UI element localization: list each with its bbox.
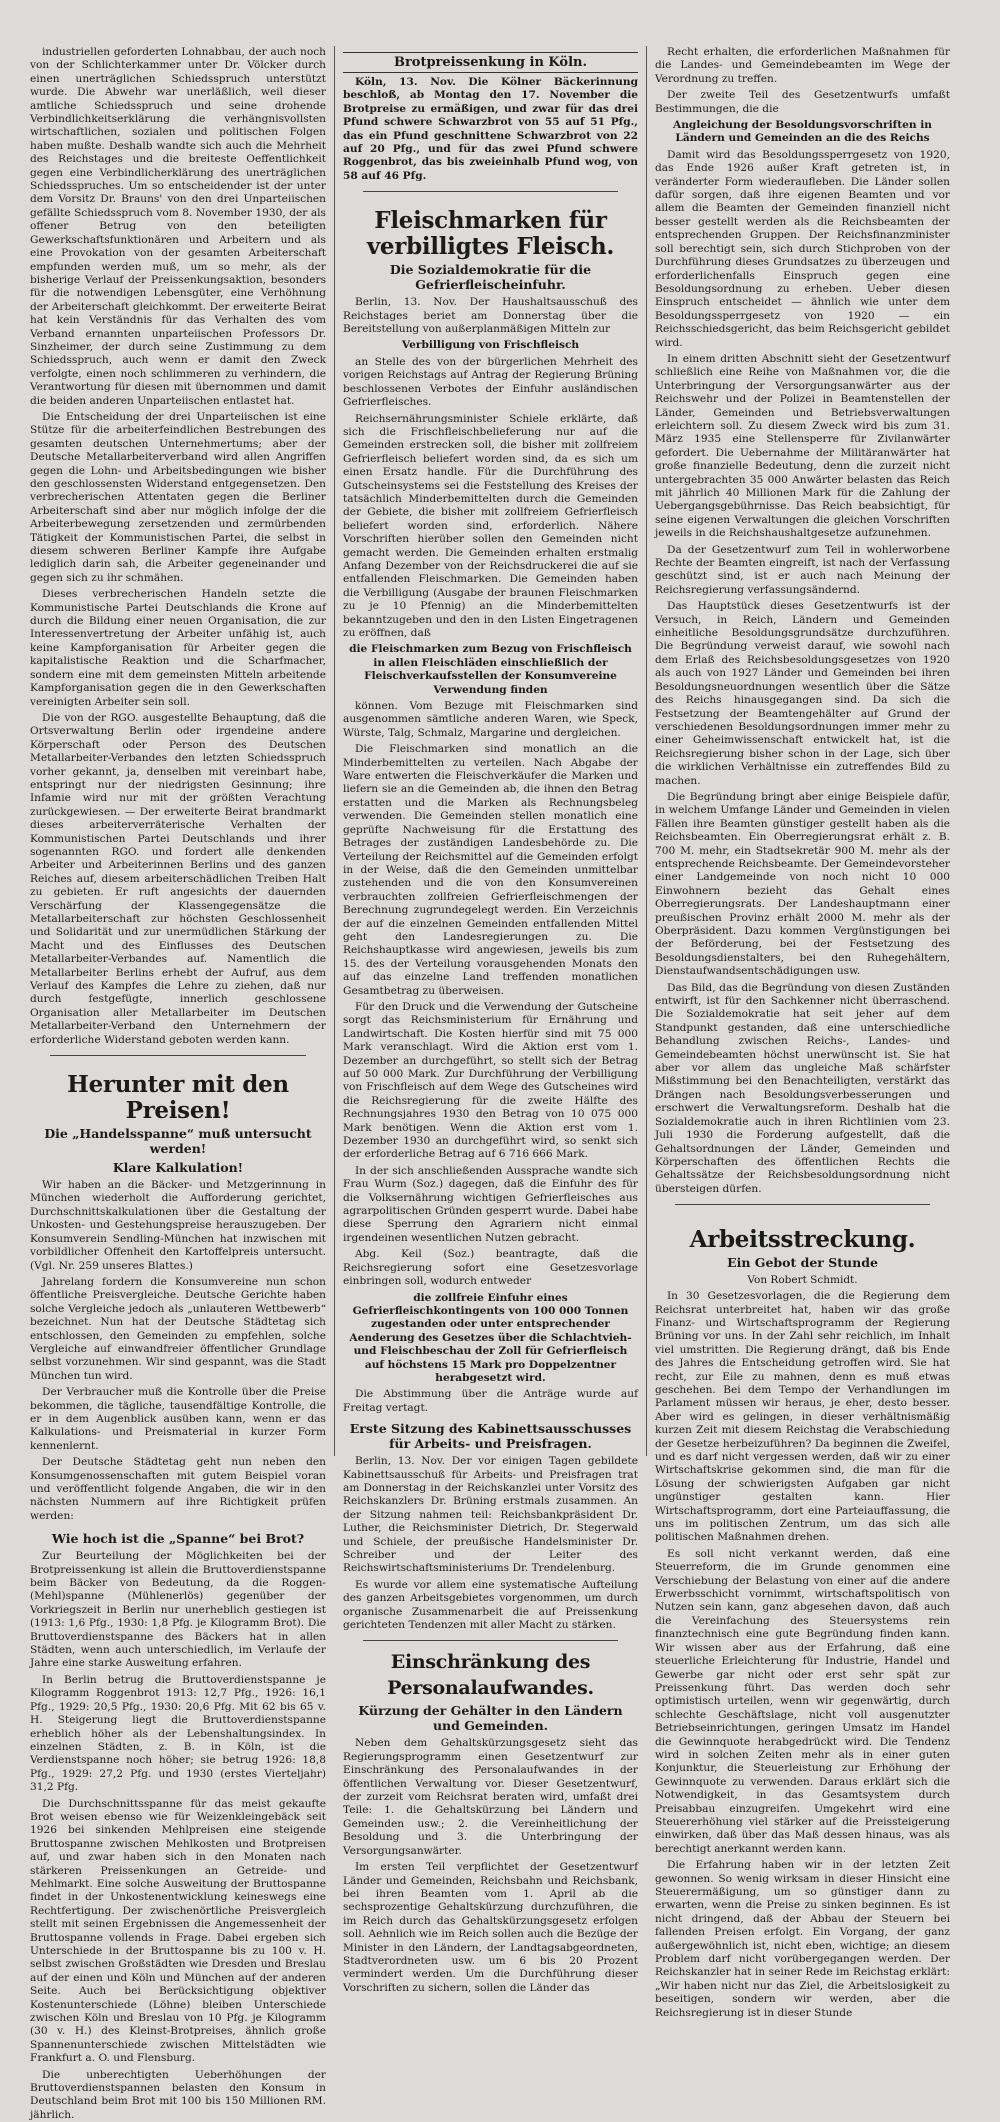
column-right xyxy=(646,46,958,2019)
paragraph: Der Deutsche Städtetag geht nun neben den Konsumgenossenschaften mit gutem Beispiel voran und veröffentlicht folgende Angaben, die wir in den nächsten Nummern auf ihre Richtigkeit prüfen werden: xyxy=(30,1456,326,1522)
paragraph: Neben dem Gehaltskürzungsgesetz sieht das Regierungsprogramm einen Gesetzentwurf zur Einschränkung des Personalaufwandes in der öffentlichen Verwaltung vor. Dieser Gesetzentwurf, der zurzeit vom Reichsrat beraten wird, umfaßt drei Teile: 1. die Gehaltskürzung bei Ländern und Gemeinden usw.; 2. die Vereinheitlichung der Besoldung und 3. die Unterbringung der Versorgungsanwärter. xyxy=(343,1737,638,1857)
paragraph: In einem dritten Abschnitt sieht der Gesetzentwurf schließlich eine Reihe von Maßnahmen vor, die die Unterbringung der Versorgungsanwärter aus der Reichswehr und der Polizei in Beamtenstellen der Länder, Gemeinden und Betriebsverwaltungen erleichtern soll. Zu diesem Zweck wird bis zum 31. März 1935 eine Stellensperre für Zivilanwärter gefordert. Die Uebernahme der Militäranwärter hat große finanzielle Bedeutung, denn die zurzeit nicht untergebrachten 35 000 Anwärter belasten das Reich mit jährlich 40 Millionen Mark für die Zahlung der Uebergangsgebührnisse. Das Reich beabsichtigt, für seine eigenen Verwaltungen die gleichen Vorschriften jeweils in die Reichshaushaltgesetze aufzunehmen. xyxy=(655,352,950,540)
paragraph: Die Durchschnittsspanne für das meist gekaufte Brot weisen ebenso wie für Weizenkleingebäck seit 1926 bei sinkenden Mehlpreisen eine steigende Bruttospanne zwischen Mehlkosten und Brotpreisen auf, und zwar haben sich in den Monaten nach stärkeren Preissenkungen an Getreide- und Mehlmarkt. Eine solche Ausweitung der Bruttospanne findet in der Unkostenentwicklung keineswegs eine Rechtfertigung. Der zwischenörtliche Preisvergleich stellt mit seinen Ergebnissen die Angemessenheit der Bruttospanne vollends in Frage. Dabei ergeben sich Unterschiede in der Bruttospanne bis zu 100 v. H. selbst zwischen Großstädten wie Dresden und Breslau auf der einen und Köln und München auf der anderen Seite. Auch bei Berücksichtigung objektiver Kostenunterschiede (Löhne) bleiben Unterschiede zwischen Köln und Breslau von 10 Pfg. je Kilogramm (30 v. H.) des Kleinst-Brotpreises, ähnlich große Spannenunterschiede zwischen Mittelstädten wie Frankfurt a. O. und Flensburg. xyxy=(30,1797,326,2065)
divider xyxy=(363,191,618,192)
headline-personnel: Einschränkung des Personalaufwandes. xyxy=(387,1651,594,1700)
paragraph: Zur Beurteilung der Möglichkeiten bei der Brotpreissenkung ist allein die Bruttoverdienstspanne beim Bäcker von Bedeutung, da die Roggen-(Mehl)spanne (Mühlenerlös) gegenüber der Vorkriegszeit in Berlin nur unerheblich gestiegen ist (1913: 1,6 Pfg., 1930: 1,8 Pfg. je Kilogramm Brot). Die Bruttoverdienstspanne des Bäckers hat in allen Städten, wenn auch unterschiedlich, im Verlaufe der Jahre eine starke Ausweitung erfahren. xyxy=(30,1550,326,1670)
paragraph: Die Abstimmung über die Anträge wurde auf Freitag vertagt. xyxy=(343,1388,638,1414)
paragraph: die Fleischmarken zum Bezug von Frischfleisch in allen Fleischläden einschließlich der Fleischverkaufsstellen der Konsumvereine Verwendung finden xyxy=(349,643,632,696)
paragraph: Verbilligung von Frischfleisch xyxy=(401,339,580,352)
subhead-kalkulation: Klare Kalkulation! xyxy=(112,1160,244,1176)
paragraph: Da der Gesetzentwurf zum Teil in wohlerworbene Rechte der Beamten eingreift, ist nach der Verfassung geschützt sind, ist er auch nach Meinung der Reichsregierung verfassungsändernd. xyxy=(655,543,950,596)
column-middle xyxy=(334,46,646,1994)
paragraph: Das Bild, das die Begründung von diesen Zuständen entwirft, ist für den Sachkenner nicht überraschend. Die Sozialdemokratie hat seit jeher auf dem Standpunkt gestanden, daß eine unterschiedliche Behandlung zwischen Reichs-, Landes- und Gemeindebeamten höchst unerwünscht ist. Sie hat aber vor allem das ungleiche Maß schärfster Mißstimmung bei den Benachteiligten, verstärkt das Drängen nach Besoldungsverbesserungen und erschwert die Verwaltungsreform. Deshalb hat die Sozialdemokratie auch in ihren Richtlinien vom 23. Juli 1930 die Forderung aufgestellt, daß die Gehaltsordnungen der Länder, Gemeinden und Körperschaften des öffentlichen Rechts die Gehaltssätze der Reichsbesoldungsordnung nicht übersteigen dürfen. xyxy=(655,981,950,1195)
subhead-necessity: Ein Gebot der Stunde xyxy=(727,1255,878,1271)
personnel-article-body xyxy=(343,1737,638,1995)
meat-article-body xyxy=(343,296,638,1415)
heading-bread-cologne: Brotpreissenkung in Köln. xyxy=(343,52,638,73)
paragraph: Damit wird das Besoldungssperrgesetz von 1920, das Ende 1926 außer Kraft getreten ist, in veränderter Form wiederaufleben. Die Länder sollen dafür sorgen, daß ihre eigenen Beamten und vor allem die Beamten der Gemeinden finanziell nicht besser gestellt werden als die Reichsbeamten der entsprechenden Gruppen. Der Reichsfinanzminister soll berechtigt sein, sich durch Stichproben von der Durchführung dieses Grundsatzes zu überzeugen und erforderlichenfalls Einspruch gegen eine Besoldungsordnung zu erheben. Ueber diesen Einspruch entscheidet — ähnlich wie unter dem Besoldungssperrgesetz von 1920 — ein Reichsschiedsgericht, das beim Reichsgericht gebildet wird. xyxy=(655,148,950,349)
paragraph: Reichsernährungsminister Schiele erklärte, daß sich die Frischfleischbelieferung nur auf die Gemeinden erstrecken soll, die bisher mit zollfreiem Gefrierfleisch beliefert worden sind, da es sich um einen Ersatz handle. Für die Durchführung des Gutscheinsystems sei die Feststellung des Kreises der tatsächlich Minderbemittelten durch die Gemeinden der Gebiete, die bisher mit zollfreiem Gefrierfleisch beliefert worden sind, erforderlich. Nähere Vorschriften hierüber sollen den Gemeinden nicht gemacht werden. Die Gemeinden erhalten erstmalig Anfang Dezember von der Reichsdruckerei die auf sie entfallenden Fleischmarken. Die Gemeinden haben die Verbilligung (Ausgabe der braunen Fleischmarken zu je 10 Pfennig) an die Minderbemittelten bekanntzugeben und den in den Listen Eingetragenen zu eröffnen, daß xyxy=(343,412,638,639)
column-left xyxy=(22,46,334,2121)
paragraph: Recht erhalten, die erforderlichen Maßnahmen für die Landes- und Gemeindebeamten im Wege der Verordnung zu treffen. xyxy=(655,46,950,85)
question-heading: Wie hoch ist die „Spanne“ bei Brot? xyxy=(51,1531,305,1547)
paragraph: Die von der RGO. ausgestellte Behauptung, daß die Ortsverwaltung Berlin oder irgendeine andere Körperschaft oder Person des Deutschen Metallarbeiter-Verbandes den letzten Schiedsspruch vorher gekannt, ja, denselben mit vereinbart habe, entspringt nur der niedrigsten Gesinnung; ihre Infamie wird nur mit der größten Verachtung zurückgewiesen. — Der erweiterte Beirat brandmarkt dieses arbeiterverräterische Verhalten der Kommunistischen Partei Deutschlands und ihrer sogenannten RGO. und fordert alle denkenden Arbeiter und Arbeiterinnen Berlins und des ganzen Reiches auf, diesem arbeiterschädlichen Treiben Halt zu gebieten. Er ruft angesichts der dauernden Verschärfung der Klassengegensätze die Metallarbeiterschaft zur höchsten Geschlossenheit und Solidarität und zur unermüdlichen Stärkung der Macht und des Einflusses des Deutschen Metallarbeiter-Verbandes auf. Namentlich die Metallarbeiter Berlins erhebt der Aufruf, aus dem Verlauf des Kampfes die Lehre zu ziehen, daß nur durch festgefügte, innerlich geschlossene Organisation aller Metallarbeiter im Deutschen Metallarbeiter-Verband den Unternehmern der erforderliche Widerstand geboten werden kann. xyxy=(30,711,326,1046)
paragraph: Die Fleischmarken sind monatlich an die Minderbemittelten zu verteilen. Nach Abgabe der Ware entwerten die Fleischverkäufer die Marken und liefern sie an die Gemeinden ab, die ihnen den Betrag erstatten und die Marken als Rechnungsbeleg verwenden. Die Gemeinden stellen monatlich eine geprüfte Nachweisung für die Erstattung des Betrages der zuständigen Landesbehörde zu. Die Verteilung der Reichsmittel auf die Gemeinden erfolgt in der Weise, daß die den Gemeinden unmittelbar zustehenden und die von den Konsumvereinen verbrauchten zollfreien Gefrierfleischmengen der Berechnung zugrundegelegt werden. Ein Verzeichnis der auf die einzelnen Gemeinden entfallenden Mittel geht den Landesregierungen zu. Die Reichshauptkasse wird angewiesen, jeweils bis zum 15. des der Verteilung vorausgehenden Monats den auf das einzelne Land treffenden monatlichen Gesamtbetrag zu überweisen. xyxy=(343,743,638,997)
paragraph: Wir haben an die Bäcker- und Metzgerinnung in München wiederholt die Aufforderung gerichtet, Durchschnittskalkulationen über die Gestaltung der Unkosten- und Gestehungspreise herauszugeben. Der Konsumverein Sendling-München hat inzwischen mit vorbildlicher Offenheit den Kartoffelpreis untersucht. (Vgl. Nr. 259 unseres Blattes.) xyxy=(30,1179,326,1272)
subhead-spanne: Die „Handelsspanne“ muß untersucht werden! xyxy=(44,1126,312,1157)
paragraph: In der sich anschließenden Aussprache wandte sich Frau Wurm (Soz.) dagegen, daß die Einfuhr des für die Volksernährung wichtigen Gefrierfleisches aus agrarpolitischen Gründen gesperrt wurde. Dabei habe diese Sperrung den Agrariern nicht einmal irgendeinen wesentlichen Nutzen gebracht. xyxy=(343,1164,638,1244)
paragraph: Angleichung der Besoldungsvorschriften in Ländern und Gemeinden an die des Reichs xyxy=(673,119,932,145)
paragraph: die zollfreie Einfuhr eines Gefrierfleischkontingents von 100 000 Tonnen zugestanden oder unter entsprechender Aenderung des Gesetzes über die Schlachtvieh- und Fleischbeschau der Zoll für Gefrierfleisch auf höchstens 15 Mark pro Doppelzentner herabgesetzt wird. xyxy=(349,1291,632,1384)
paragraph: Für den Druck und die Verwendung der Gutscheine sorgt das Reichsministerium für Ernährung und Landwirtschaft. Die Kosten hierfür sind mit 75 000 Mark veranschlagt. Wird die Aktion erst vom 1. Dezember an durchgeführt, so stellt sich der Betrag auf 50 000 Mark. Zur Durchführung der Verbilligung von Frischfleisch auf dem Wege des Gutscheines wird die Reichsregierung für die zweite Hälfte des Rechnungsjahres 1930 den Betrag von 10 075 000 Mark benötigen. Wenn die Aktion erst vom 1. Dezember 1930 an durchgeführt wird, so senkt sich der erforderliche Betrag auf 6 716 666 Mark. xyxy=(343,1000,638,1161)
paragraph: Der zweite Teil des Gesetzentwurfs umfaßt Bestimmungen, die die xyxy=(655,89,950,115)
paragraph: können. Vom Bezuge mit Fleischmarken sind ausgenommen sämtliche anderen Waren, wie Speck, Würste, Talg, Schmalz, Margarine und dergleichen. xyxy=(343,700,638,739)
byline: Von Robert Schmidt. xyxy=(747,1274,858,1287)
headline-prices: Herunter mit den Preisen! xyxy=(67,1071,289,1125)
work-spreading-body xyxy=(655,1290,950,2020)
paragraph: Dieses verbrecherischen Handeln setzte die Kommunistische Partei Deutschlands die Krone auf durch die Bildung einer neuen Organisation, die zur Interessenvertretung der Arbeiter unfähig ist, auch keine Kampforganisation für Arbeiter gegen die kapitalistische Reaktion und die Scharfmacher, sondern eine mit dem gemeinsten Mitteln arbeitende Kampforganisation gegen die in den Gewerkschaften vereinigten Arbeiter sein soll. xyxy=(30,588,326,708)
paragraph: Die Entscheidung der drei Unparteiischen ist eine Stütze für die arbeiterfeindlichen Bestrebungen des gesamten deutschen Unternehmertums; aber der Deutsche Metallarbeiterverband wird allen Angriffen gegen die Lohn- und Arbeitsbedingungen wie bisher den geschlossensten Widerstand entgegensetzen. Den verbrecherischen Attentaten gegen die Berliner Arbeiterschaft sind aber nur möglich infolge der die Arbeiterbewegung zersetzenden und zermürbenden Tätigkeit der Kommunistischen Partei, die selbst in diesem schweren Berliner Kampfe ihre Aufgabe lediglich darin sah, die Arbeiter gegeneinander und gegen sich zu ihr schmähen. xyxy=(30,410,326,584)
paragraph: Die Erfahrung haben wir in der letzten Zeit gewonnen. So wenig wirksam in dieser Hinsicht eine Steuerermäßigung, um so günstiger dann zu erwarten, wenn die Preise zu sinken beginnen. Es ist nicht dringend, daß der Abbau der Steuern bei fallenden Preisen erfolgt. Ein Vorgang, der ganz außergewöhnlich ist, nicht eben, wichtige; an diesem Problem darf nicht vorübergegangen werden. Der Reichskanzler hat in seiner Rede im Reichstag erklärt: „Wir haben nicht nur das Ziel, die Arbeitslosigkeit zu beseitigen, sondern wir werden, aber die Reichsregierung ist in dieser Stunde xyxy=(655,1859,950,2019)
paragraph: Der Verbraucher muß die Kontrolle über die Preise bekommen, die tägliche, tausendfältige Kontrolle, die er in dem Augenblick ausüben kann, wenn er das Kalkulations- und Preismaterial in kurzer Form kennenlernt. xyxy=(30,1386,326,1452)
headline-meat-stamps: Fleischmarken für verbilligtes Fleisch. xyxy=(366,207,615,261)
divider xyxy=(675,1204,930,1205)
paragraph: In 30 Gesetzesvorlagen, die die Regierung dem Reichsrat unterbreitet hat, haben wir das große Finanz- und Wirtschaftsprogramm der Regierung Brüning vor uns. In der Zahl sehr reichlich, im Inhalt viel umstritten. Die Regierung drängt, daß bis Ende des Jahres die Entscheidung getroffen wird. Sie hat recht, zur Eile zu mahnen, denn es muß etwas geschehen. Bei dem Tempo der Verhandlungen im Parlament müssen wir heraus, je eher, desto besser. Aber wird es gelingen, in dieser verhältnismäßig kurzen Zeit mit diesem Reichstag die Verabschiedung der Gesetze herbeizuführen? Da beginnen die Zweifel, und es darf nicht vergessen werden, daß wir zu einer Wirtschaftskrise gekommen sind, die man für die Lösung der schwierigsten Aufgaben gar nicht ungünstiger gestalten kann. Hier Wirtschaftsprogramm, dort eine Parteiauffassung, die uns im politischen Zentrum, um das sich alle politischen Maßnahmen drehen. xyxy=(655,1290,950,1544)
personnel-article-continued xyxy=(655,46,950,1196)
paragraph: Es soll nicht verkannt werden, daß eine Steuerreform, die im Grunde genommen eine Verschiebung der Belastung von einer auf die andere Erwerbsschicht vornimmt, wirtschaftspolitisch von Nutzen sein kann, ganz abgesehen davon, daß auch die Vereinfachung des Steuersystems rein finanztechnisch eine gute Begründung finden kann. Wir wissen aber aus der Erfahrung, daß eine steuerliche Erleichterung für Industrie, Handel und Gewerbe gar nicht oder erst sehr spät zur Preissenkung führt. Das werden doch sehr optimistisch urteilen, wenn wir gegenwärtig, durch schlechte Geschäftslage, nicht voll ausgenutzter Betriebseinrichtungen, geringen Umsatz im Handel die Gewinnquote herabgedrückt wird. Die Tendenz wird in solchen Zeiten mehr als in einer guten Konjunktur, die Steuerleistung zur Erhöhung der Gewinnquote zu verwenden. Daraus erklärt sich die Notwendigkeit, in das Gesamtsystem durch Preisabbau einzugreifen. Umgekehrt wird eine Steuererhöhung viel stärker auf die Preissteigerung einwirken, daß über das Maß dessen hinaus, was als berechtigt anerkannt werden kann. xyxy=(655,1547,950,1855)
bread-margin-body xyxy=(30,1550,326,2122)
paragraph: Das Hauptstück dieses Gesetzentwurfs ist der Versuch, in Reich, Ländern und Gemeinden einheitliche Besoldungsgrundsätze durchzuführen. Die Begründung verweist darauf, wie sowohl nach dem Erlaß des Reichsbesoldungsgesetzes von 1920 als auch von 1927 Länder und Gemeinden bei ihren Besoldungsneuordnungen wesentlich über die Sätze des Reichs hinausgegangen sind. Da sich die Festsetzung der Beamtengehälter auf Grund der verschiedenen Besoldungsordnungen immer mehr zu einer Geheimwissenschaft entwickelt hat, ist die Reichsregierung bisher schon in der Lage, sich über die wirklichen Verhältnisse ein zutreffendes Bild zu machen. xyxy=(655,600,950,787)
paragraph: Im ersten Teil verpflichtet der Gesetzentwurf Länder und Gemeinden, Reichsbahn und Reichsbank, bei ihren Beamten vom 1. April ab die sechsprozentige Gehaltskürzung durchzuführen, die im Reich durch das Gehaltskürzungsgesetz erfolgen soll. Aehnlich wie im Reich sollen auch die Bezüge der Minister in den Ländern, der Landtagsabgeordneten, Stadtverordneten usw. um 6 bis 20 Prozent vermindert werden. Um die Durchführung dieser Vorschriften zu sichern, sollen die Länder das xyxy=(343,1861,638,1994)
paragraph: Berlin, 13. Nov. Der Haushaltsausschuß des Reichstages beriet am Donnerstag über die Bereitstellung von außerplanmäßigen Mitteln zur xyxy=(343,296,638,336)
divider xyxy=(50,1055,306,1056)
subhead-social-democracy: Die Sozialdemokratie für die Gefrierfleischeinfuhr. xyxy=(389,262,592,293)
paragraph: industriellen geforderten Lohnabbau, der auch noch von der Schlichterkammer unter Dr. Völcker durch einen unerträglichen Schiedsspruch unterstützt wurde. Die Abwehr war unerläßlich, weil dieser amtliche Schiedsspruch und seine drohende Verbindlichkeitserklärung die verhängnisvollsten wirtschaftlichen, sozialen und politischen Folgen haben mußte. Deshalb wandte sich auch die Mehrheit des Reichstages und die breiteste Oeffentlichkeit gegen eine Verbindlicherklärung des unerträglichen Schiedsspruches. Um so entscheidender ist der unter dem Vorsitz Dr. Brauns' von den drei Unparteiischen gefällte Schiedsspruch vom 8. November 1930, der als offener Betrug von den beteiligten Gewerkschaftsfunktionären und Arbeitern und als eine Provokation von der gesamten Arbeiterschaft empfunden werden muß, um so mehr, als der bisherige Verlauf der Preissenkungsaktion, besonders für die notwendigen Lebensgüter, eine Verhöhnung der Arbeiterschaft gleichkommt. Der erweiterte Beirat hat kein Verständnis für das Verhalten des vom Verband ernannten unparteiischen Professors Dr. Sinzheimer, der durch seine Zustimmung zu dem Schiedsspruch, auch wenn er damit den Zweck verfolgte, einen noch schlimmeren zu verhindern, die Verantwortung für diesen mit übernommen und damit die beiden anderen Unparteiischen entlastet hat. xyxy=(30,46,326,407)
prices-article-body xyxy=(30,1179,326,1523)
newspaper-page xyxy=(22,46,982,2121)
paragraph: Die unberechtigten Ueberhöhungen der Bruttoverdienstspannen belasten den Konsum in Deutschland beim Brot mit 100 bis 150 Millionen RM. jährlich. xyxy=(30,2068,326,2121)
metal-workers-statement xyxy=(30,46,326,1047)
cabinet-text-2: Es wurde vor allem eine systematische Aufteilung des ganzen Arbeitsgebietes vorgenommen, um durch organische Zusammenarbeit die auf Preissenkung gerichteten Tendenzen mit aller Macht zu stärken. xyxy=(343,1578,638,1632)
paragraph: In Berlin betrug die Bruttoverdienstspanne je Kilogramm Roggenbrot 1913: 12,7 Pfg., 1926: 16,1 Pfg., 1929: 20,5 Pfg., 1930: 20,6 Pfg. Mit 62 bis 65 v. H. Steigerung liegt die Bruttoverdienstspanne erheblich höher als der Lebenshaltungsindex. In einzelnen Städten, z. B. in Köln, ist die Verdienstspanne noch höher; sie betrug 1926: 18,8 Pfg., 1929: 27,2 Pfg. und 1930 (erstes Vierteljahr) 31,2 Pfg. xyxy=(30,1673,326,1794)
subhead-salary-cut: Kürzung der Gehälter in den Ländern und Gemeinden. xyxy=(358,1703,623,1734)
divider xyxy=(363,1640,618,1641)
paragraph: Jahrelang fordern die Konsumvereine nun schon öffentliche Preisvergleiche. Deutsche Gerichte haben solche Vergleiche jedoch als „unlauteren Wettbewerb“ bezeichnet. Nun hat der Deutsche Städtetag sich entschlossen, den Gemeinden zu empfehlen, solche Vergleiche auf einwandfreier öffentlicher Grundlage selbst vorzunehmen. Wir sind gespannt, was die Stadt München tun wird. xyxy=(30,1275,326,1382)
heading-cabinet-committee: Erste Sitzung des Kabinettsausschusses für Arbeits- und Preisfragen. xyxy=(349,1421,632,1452)
cabinet-text: Berlin, 13. Nov. Der vor einigen Tagen gebildete Kabinettsausschuß für Arbeits- und Preisfragen trat am Donnerstag in der Reichskanzlei unter Vorsitz des Reichskanzlers Dr. Brüning erstmals zusammen. An der Sitzung nahmen teil: Reichsbankpräsident Dr. Luther, die Reichsminister Dietrich, Dr. Stegerwald und Schiele, der preußische Handelsminister Dr. Schreiber und der Leiter des Reichswirtschaftsministeriums Dr. Trendelenburg. xyxy=(343,1455,638,1575)
bread-cologne-text: Köln, 13. Nov. Die Kölner Bäckerinnung beschloß, ab Montag den 17. November die Brotpreise zu ermäßigen, und zwar für das drei Pfund schwere Schwarzbrot von 55 auf 51 Pfg., das ein Pfund geschnittene Schwarzbrot von 22 auf 20 Pfg., und für das zwei Pfund schwere Roggenbrot, das bis zweieinhalb Pfund wog, von 58 auf 46 Pfg. xyxy=(343,76,638,182)
headline-work-spreading: Arbeitsstreckung. xyxy=(689,1226,916,1254)
paragraph: an Stelle des von der bürgerlichen Mehrheit des vorigen Reichstags auf Antrag der Regierung Brüning beschlossenen Verbotes der Einfuhr ausländischen Gefrierfleisches. xyxy=(343,355,638,409)
paragraph: Die Begründung bringt aber einige Beispiele dafür, in welchem Umfange Länder und Gemeinden in vielen Fällen ihre Beamten günstiger gestellt haben als die Reichsbeamten. Ein Oberregierungsrat erhält z. B. 700 M. mehr, ein Stadtsekretär 900 M. mehr als der entsprechende Reichsbeamte. Der Gemeindevorsteher einer Landgemeinde von noch nicht 10 000 Einwohnern bezieht das Gehalt eines Oberregierungsrats. Der Landeshauptmann einer preußischen Provinz erhält 2000 M. mehr als der Oberpräsident. Dazu kommen Vergünstigungen bei der Beförderung, bei der Festsetzung des Besoldungsdienstalters, bei den Ruhegehältern, Dienstaufwandsentschädigungen usw. xyxy=(655,790,950,978)
paragraph: Abg. Keil (Soz.) beantragte, daß die Reichsregierung sofort eine Gesetzesvorlage einbringen soll, wodurch entweder xyxy=(343,1248,638,1288)
